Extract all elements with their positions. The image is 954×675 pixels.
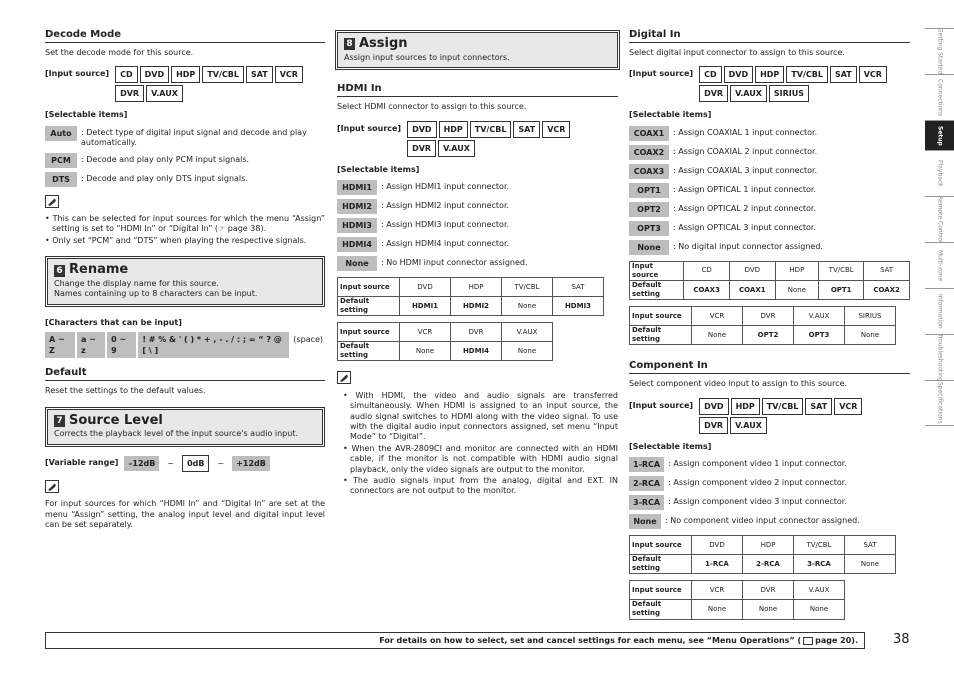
settings-table [337, 277, 604, 316]
selectable-item [629, 495, 910, 510]
selectable-item [337, 218, 618, 233]
input-source-tag: SAT [830, 66, 857, 83]
input-source-label: [Input source] [45, 69, 110, 79]
sidebar-tab-label: Remote Control [936, 196, 944, 243]
table-cell: COAX1 [730, 280, 776, 299]
table-cell: None [775, 280, 818, 299]
table-cell: OPT3 [794, 326, 845, 345]
settings-table [337, 322, 553, 361]
input-source-tag: DVR [407, 140, 436, 157]
component-in-items [629, 457, 910, 529]
table-cell: None [692, 600, 743, 619]
range-min: –12dB [124, 456, 159, 471]
table-header: Input source [630, 581, 692, 600]
section-number: 6 [54, 265, 65, 277]
range-mid: 0dB [182, 455, 209, 472]
selectable-item-desc: : Assign HDMI1 input connector. [381, 182, 510, 192]
selectable-item-desc: : Assign COAXIAL 3 input connector. [673, 165, 818, 175]
rename-title [54, 262, 316, 279]
input-source-tag: DVR [699, 85, 728, 102]
selectable-item [629, 514, 910, 529]
sidebar-tab-information [925, 288, 954, 334]
table-cell: None [400, 342, 451, 361]
table-header: Input source [630, 536, 692, 555]
selectable-item-desc: : Assign component video 3 input connector. [668, 497, 847, 507]
sidebar-tab-label: Specifications [936, 382, 944, 424]
selectable-item-desc: : Detect type of digital input signal and decode and play automatically. [81, 127, 307, 148]
rename-title-text: Rename [69, 262, 129, 278]
input-source-tag: VCR [834, 398, 862, 415]
selectable-item-tag: None [337, 256, 377, 271]
selectable-item-tag: PCM [45, 153, 77, 168]
input-source-tag: HDP [731, 398, 760, 415]
table-header: Default setting [630, 326, 692, 345]
selectable-item-tag: HDMI4 [337, 237, 377, 252]
table-col-header: VCR [692, 581, 743, 600]
decode-mode-desc: Set the decode mode for this source. [45, 48, 194, 57]
input-source-tag: V.AUX [730, 417, 767, 434]
table-col-header: DVR [743, 307, 794, 326]
input-source-tag: CD [115, 66, 138, 83]
chapter-sidebar [925, 28, 954, 426]
decode-mode-items [45, 126, 325, 187]
table-col-header: SAT [845, 536, 896, 555]
input-source-tag: VCR [542, 121, 570, 138]
input-source-tags [407, 121, 597, 157]
selectable-item-desc: : No HDMI input connector assigned. [381, 258, 528, 268]
chars-lower: a ~ z [77, 332, 105, 358]
table-cell: COAX2 [864, 280, 910, 299]
input-source-tag: DVR [115, 85, 144, 102]
table-col-header: V.AUX [794, 581, 845, 600]
table-cell: None [692, 326, 743, 345]
source-level-box [47, 409, 323, 445]
assign-title [344, 36, 611, 53]
column-left [45, 28, 325, 531]
input-source-tags [115, 66, 325, 102]
sidebar-tab-label: Multi-zone [936, 249, 944, 282]
selectable-item-desc: : Assign COAXIAL 2 input connector. [673, 146, 818, 156]
source-level-title [54, 413, 316, 430]
note-bullet: • Only set “PCM” and “DTS” when playing the respective signals. [45, 235, 307, 245]
input-source-tag: TV/CBL [762, 398, 804, 415]
sidebar-tab-setup [925, 120, 954, 150]
selectable-item-desc: : No digital input connector assigned. [673, 241, 823, 251]
selectable-item-tag: COAX2 [629, 145, 669, 160]
table-header: Default setting [630, 600, 692, 619]
rename-desc1: Change the display name for this source. [54, 279, 219, 289]
selectable-item-desc: : Assign COAXIAL 1 input connector. [673, 127, 818, 137]
chars-row [45, 332, 325, 358]
table-col-header: DVD [400, 278, 451, 297]
note-icon [337, 371, 351, 384]
sidebar-tab-getting-started [925, 28, 954, 74]
input-source-label: [Input source] [337, 123, 402, 133]
default-desc: Reset the settings to the default values. [45, 386, 206, 396]
table-col-header: CD [684, 261, 730, 280]
settings-table [629, 261, 910, 300]
selectable-item-tag: OPT3 [629, 221, 669, 236]
digital-in-input-row [629, 66, 910, 102]
selectable-item [337, 199, 618, 214]
selectable-item [629, 240, 910, 255]
input-source-tag: V.AUX [730, 85, 767, 102]
selectable-item-tag: OPT1 [629, 183, 669, 198]
selectable-item [337, 180, 618, 195]
column-right [629, 28, 910, 626]
selectable-item [629, 126, 910, 141]
table-col-header: V.AUX [794, 307, 845, 326]
source-level-title-text: Source Level [69, 412, 163, 428]
settings-table [629, 306, 896, 345]
selectable-item-tag: COAX3 [629, 164, 669, 179]
note-bullet: • When the AVR-2809CI and monitor are connected with an HDMI cable, if the monitor is not compatible with HDMI audio signal playback, only the video signals are output to the monitor. [343, 443, 618, 474]
selectable-item-desc: : Assign component video 1 input connector. [668, 459, 847, 469]
table-col-header: TV/CBL [819, 261, 864, 280]
selectable-item-tag: COAX1 [629, 126, 669, 141]
table-cell: HDMI3 [553, 297, 604, 316]
selectable-item [629, 183, 910, 198]
assign-title-text: Assign [359, 36, 408, 51]
selectable-item-tag: 3-RCA [629, 495, 664, 510]
selectable-item-tag: HDMI1 [337, 180, 377, 195]
table-header: Input source [630, 261, 684, 280]
table-cell: None [502, 342, 553, 361]
hdmi-in-notes [337, 391, 618, 497]
selectable-item-tag: DTS [45, 172, 77, 187]
selectable-item-tag: None [629, 514, 661, 529]
selectable-item-desc: : Decode and play only DTS input signals. [81, 173, 248, 183]
assign-desc: Assign input sources to input connectors. [344, 52, 510, 62]
input-source-tag: V.AUX [438, 140, 475, 157]
selectable-label: [Selectable items] [45, 110, 128, 120]
selectable-item-desc: : Decode and play only PCM input signals. [81, 154, 250, 164]
selectable-item-desc: : Assign OPTICAL 1 input connector. [673, 184, 817, 194]
table-cell: None [794, 600, 845, 619]
sidebar-tab-remote-control [925, 196, 954, 242]
selectable-item-desc: : Assign HDMI2 input connector. [381, 201, 510, 211]
table-header: Input source [338, 323, 400, 342]
variable-range-label: [Variable range] [45, 457, 119, 467]
selectable-item [629, 457, 910, 472]
table-cell: None [502, 297, 553, 316]
sidebar-tab-multi-zone [925, 242, 954, 288]
component-in-table1 [629, 535, 910, 574]
settings-table [629, 580, 845, 619]
hdmi-in-input-row [337, 121, 618, 157]
table-header: Default setting [630, 280, 684, 299]
table-cell: None [845, 326, 896, 345]
table-header: Input source [630, 307, 692, 326]
input-source-tag: DVR [699, 417, 728, 434]
input-source-tag: HDP [439, 121, 468, 138]
digital-in-title: Digital In [629, 28, 910, 43]
table-header: Default setting [338, 297, 400, 316]
sidebar-tab-label: Information [936, 294, 944, 329]
selectable-label: [Selectable items] [629, 110, 712, 120]
column-middle [337, 28, 618, 498]
selectable-item-desc: : Assign HDMI3 input connector. [381, 220, 510, 230]
selectable-item-desc: : No component video input connector assigned. [665, 516, 860, 526]
table-col-header: VCR [692, 307, 743, 326]
table-cell: OPT1 [819, 280, 864, 299]
hdmi-in-items [337, 180, 618, 271]
note-bullet: • The audio signals input from the analog, digital and EXT. IN connectors are not output to the monitor. [343, 475, 618, 496]
digital-in-items [629, 126, 910, 255]
input-source-tag: VCR [275, 66, 303, 83]
sidebar-tab-connections [925, 74, 954, 120]
input-source-tags [699, 398, 889, 434]
component-in-title: Component In [629, 359, 910, 374]
sidebar-tab-playback [925, 150, 954, 196]
component-in-input-row [629, 398, 910, 434]
selectable-item [337, 237, 618, 252]
hdmi-in-desc: Select HDMI connector to assign to this source. [337, 102, 527, 112]
input-source-tag: SIRIUS [769, 85, 809, 102]
note-bullet: • This can be selected for input sources for which the menu “Assign” setting is set to “HDMI In” or “Digital In” (☞ page 38). [45, 213, 325, 234]
decode-mode-title: Decode Mode [45, 28, 325, 43]
range-max: +12dB [232, 456, 270, 471]
page-ref-icon [803, 637, 813, 645]
table-cell: 1-RCA [692, 555, 743, 574]
selectable-item-tag: Auto [45, 126, 77, 141]
component-in-desc: Select component video input to assign to this source. [629, 379, 848, 389]
decode-mode-notes [45, 214, 325, 246]
selectable-item [45, 126, 325, 149]
selectable-item [629, 476, 910, 491]
input-source-tag: DVD [140, 66, 169, 83]
table-col-header: HDP [743, 536, 794, 555]
note-icon [45, 195, 59, 208]
selectable-item [45, 172, 325, 187]
table-col-header: TV/CBL [502, 278, 553, 297]
variable-range-row [45, 455, 325, 472]
table-cell: HDMI4 [451, 342, 502, 361]
sidebar-tab-troubleshooting [925, 334, 954, 380]
table-cell: 2-RCA [743, 555, 794, 574]
input-source-tag: CD [699, 66, 722, 83]
sidebar-tab-label: Connections [936, 78, 944, 117]
sidebar-tab-label: Troubleshooting [936, 333, 944, 382]
rename-box [47, 258, 323, 305]
footer-text-b: page 20). [815, 636, 858, 645]
note-icon [45, 480, 59, 493]
table-header: Input source [338, 278, 400, 297]
sidebar-tab-label: Getting Started [936, 28, 944, 75]
input-source-label: [Input source] [629, 400, 694, 410]
section-number: 7 [54, 415, 65, 427]
table-header: Default setting [338, 342, 400, 361]
table-col-header: TV/CBL [794, 536, 845, 555]
table-col-header: DVR [451, 323, 502, 342]
range-tilde: ~ [167, 458, 175, 468]
selectable-item-tag: None [629, 240, 669, 255]
table-header: Default setting [630, 555, 692, 574]
input-source-tag: HDP [171, 66, 200, 83]
decode-mode-input-row [45, 66, 325, 102]
input-source-tag: DVD [724, 66, 753, 83]
selectable-item [629, 202, 910, 217]
default-title: Default [45, 366, 325, 381]
sidebar-tab-specifications [925, 380, 954, 426]
table-col-header: VCR [400, 323, 451, 342]
table-cell: HDMI1 [400, 297, 451, 316]
selectable-item-tag: 1-RCA [629, 457, 664, 472]
table-col-header: DVD [692, 536, 743, 555]
selectable-item-desc: : Assign OPTICAL 3 input connector. [673, 222, 817, 232]
chars-upper: A ~ Z [45, 332, 75, 358]
selectable-item [629, 221, 910, 236]
footer-note [45, 632, 865, 649]
input-source-tag: DVD [699, 398, 728, 415]
source-level-desc: Corrects the playback level of the input source's audio input. [54, 429, 298, 439]
selectable-item [337, 256, 618, 271]
hdmi-in-table2 [337, 322, 618, 361]
table-col-header: DVD [730, 261, 776, 280]
table-cell: HDMI2 [451, 297, 502, 316]
input-source-tag: TV/CBL [470, 121, 512, 138]
input-source-tag: TV/CBL [786, 66, 828, 83]
selectable-item-desc: : Assign component video 2 input connector. [668, 478, 847, 488]
sidebar-tab-label: Setup [936, 125, 944, 146]
chars-symbols: ! # % & ' ( ) * + , - . / : ; = “ ? @ [ \ ] [138, 332, 289, 358]
table-col-header: SIRIUS [845, 307, 896, 326]
rename-desc2: Names containing up to 8 characters can be input. [54, 289, 258, 299]
selectable-item-desc: : Assign OPTICAL 2 input connector. [673, 203, 817, 213]
selectable-item [629, 145, 910, 160]
digital-in-desc: Select digital input connector to assign to this source. [629, 48, 845, 57]
source-level-note: For input sources for which “HDMI In” and “Digital In” are set at the menu “Assign” setting, the analog input level and digital input level can be set separately. [45, 499, 325, 530]
input-source-tag: DVD [407, 121, 436, 138]
input-source-tag: SAT [246, 66, 273, 83]
range-tilde: ~ [217, 458, 225, 468]
footer-text-a: For details on how to select, set and cancel settings for each menu, see “Menu Operations” ( [379, 636, 802, 645]
selectable-item-tag: HDMI2 [337, 199, 377, 214]
selectable-item [45, 153, 325, 168]
note-bullet: • With HDMI, the video and audio signals are transferred simultaneously. When HDMI is assigned to an input source, the audio signal switches to HDMI along with the video signal. To use with the digital audio input connectors assigned, set menu “Input Mode” to “Digital”. [343, 390, 618, 442]
selectable-item-desc: : Assign HDMI4 input connector. [381, 239, 510, 249]
page-number: 38 [893, 632, 910, 647]
settings-table [629, 535, 896, 574]
input-source-tag: V.AUX [146, 85, 183, 102]
table-cell: OPT2 [743, 326, 794, 345]
digital-in-table2 [629, 306, 910, 345]
chars-space: (space) [293, 335, 324, 345]
input-source-tag: SAT [513, 121, 540, 138]
selectable-label: [Selectable items] [337, 164, 420, 174]
assign-box [337, 32, 618, 68]
table-cell: COAX3 [684, 280, 730, 299]
table-col-header: HDP [775, 261, 818, 280]
table-col-header: SAT [864, 261, 910, 280]
input-source-label: [Input source] [629, 69, 694, 79]
table-col-header: SAT [553, 278, 604, 297]
input-source-tag: TV/CBL [202, 66, 244, 83]
table-cell: None [743, 600, 794, 619]
selectable-item-tag: HDMI3 [337, 218, 377, 233]
input-source-tag: VCR [859, 66, 887, 83]
digital-in-table1 [629, 261, 910, 300]
hdmi-in-table1 [337, 277, 618, 316]
table-col-header: DVR [743, 581, 794, 600]
chars-label: [Characters that can be input] [45, 317, 182, 327]
section-number: 8 [344, 38, 355, 50]
selectable-item-tag: 2-RCA [629, 476, 664, 491]
component-in-table2 [629, 580, 910, 619]
chars-digits: 0 ~ 9 [107, 332, 136, 358]
selectable-item [629, 164, 910, 179]
table-col-header: HDP [451, 278, 502, 297]
input-source-tag: HDP [755, 66, 784, 83]
table-col-header: V.AUX [502, 323, 553, 342]
selectable-item-tag: OPT2 [629, 202, 669, 217]
selectable-label: [Selectable items] [629, 441, 712, 451]
input-source-tags [699, 66, 904, 102]
table-cell: 3-RCA [794, 555, 845, 574]
sidebar-tab-label: Playback [936, 160, 944, 187]
hdmi-in-title: HDMI In [337, 82, 618, 97]
table-cell: None [845, 555, 896, 574]
input-source-tag: SAT [805, 398, 832, 415]
